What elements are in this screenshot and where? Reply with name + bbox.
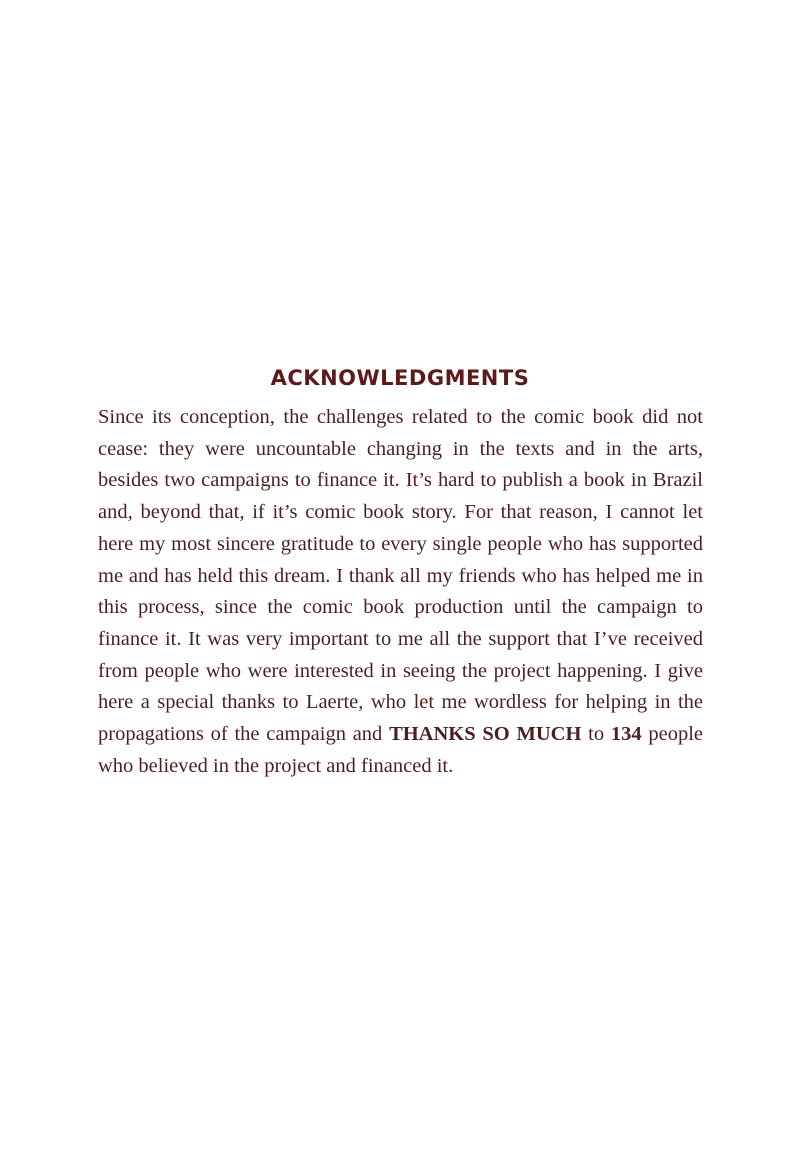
paragraph-text-3: people who believed in the project and financed it. (98, 723, 703, 777)
thanks-emphasis: THANKS SO MUCH (389, 723, 582, 746)
page-title: ACKNOWLEDGMENTS (270, 366, 530, 390)
paragraph-text-1: Since its conception, the challenges related to the comic book did not cease: they were uncountable changing in the texts and in the arts, besides two campaigns to finance it. It’s hard to publish a book in Brazil and, beyond that, if it’s comic book story. For that reason, I cannot let here my most sincere gratitude to every single people who has supported me and has held this dream. I thank all my friends who has helped me in this process, since the comic book production until the campaign to finance it. It was very important to me all the support that I’ve received from people who were interested in seeing the project happening. I give here a special thanks to Laerte, who let me wordless for helping in the propagations of the campaign and (98, 406, 703, 746)
acknowledgments-paragraph (98, 402, 703, 782)
supporter-count: 134 (610, 723, 642, 746)
paragraph-text-2: to (581, 723, 611, 746)
